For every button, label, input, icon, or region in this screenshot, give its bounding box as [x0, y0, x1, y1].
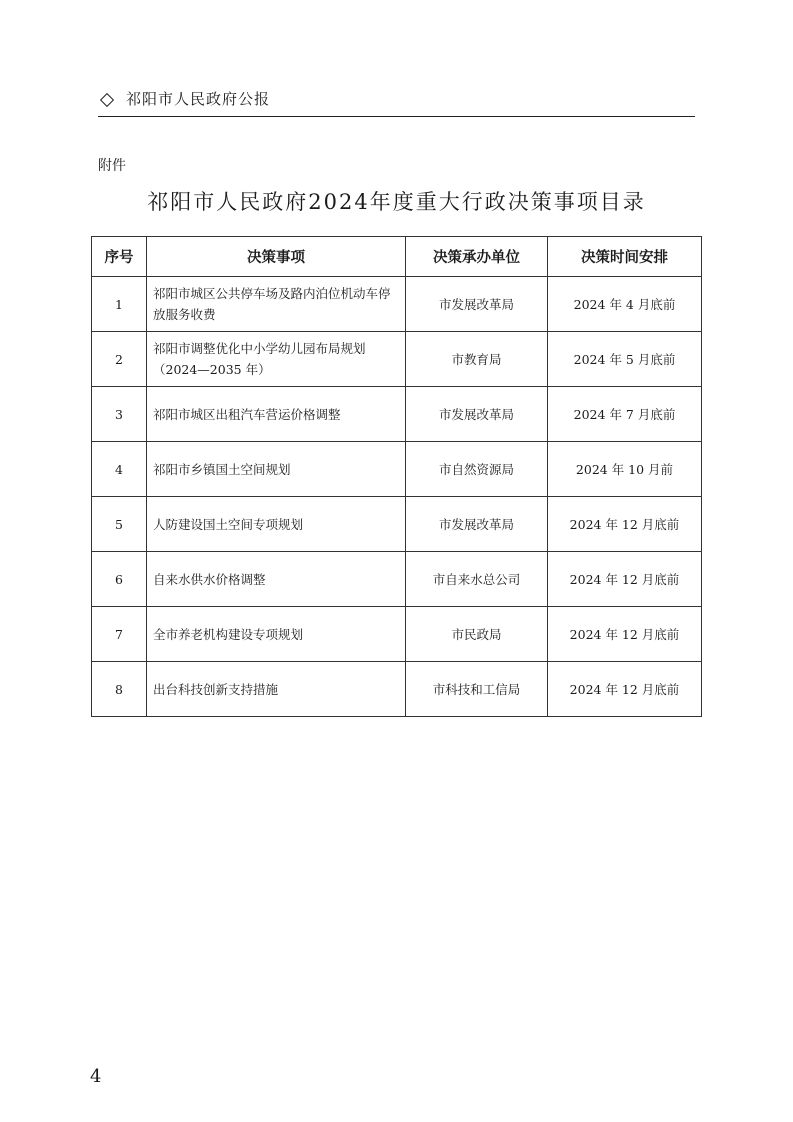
- table-row: [92, 387, 702, 442]
- row-number: 6: [92, 552, 147, 607]
- attachment-label: 附件: [98, 158, 126, 174]
- decision-item: 祁阳市调整优化中小学幼儿园布局规划（2024—2035 年）: [147, 332, 406, 387]
- column-header-no: 序号: [92, 237, 147, 277]
- decision-item: 祁阳市城区出租汽车营运价格调整: [147, 387, 406, 442]
- row-number: 2: [92, 332, 147, 387]
- table-header-row: [92, 237, 702, 277]
- responsible-unit: 市自来水总公司: [406, 552, 548, 607]
- time-schedule: 2024 年 4 月底前: [548, 277, 702, 332]
- page-number: 4: [90, 1066, 102, 1087]
- responsible-unit: 市科技和工信局: [406, 662, 548, 717]
- table-row: [92, 277, 702, 332]
- responsible-unit: 市教育局: [406, 332, 548, 387]
- row-number: 7: [92, 607, 147, 662]
- decision-item: 全市养老机构建设专项规划: [147, 607, 406, 662]
- table-row: [92, 442, 702, 497]
- time-schedule: 2024 年 12 月底前: [548, 607, 702, 662]
- time-schedule: 2024 年 12 月底前: [548, 552, 702, 607]
- decision-item: 出台科技创新支持措施: [147, 662, 406, 717]
- decision-item: 祁阳市城区公共停车场及路内泊位机动车停放服务收费: [147, 277, 406, 332]
- table-row: [92, 607, 702, 662]
- row-number: 4: [92, 442, 147, 497]
- responsible-unit: 市发展改革局: [406, 277, 548, 332]
- time-schedule: 2024 年 7 月底前: [548, 387, 702, 442]
- diamond-icon: [100, 93, 114, 107]
- column-header-time: 决策时间安排: [548, 237, 702, 277]
- responsible-unit: 市自然资源局: [406, 442, 548, 497]
- column-header-unit: 决策承办单位: [406, 237, 548, 277]
- header-title: 祁阳市人民政府公报: [126, 90, 271, 108]
- table-row: [92, 662, 702, 717]
- document-title: 祁阳市人民政府2024年度重大行政决策事项目录: [147, 190, 646, 214]
- row-number: 8: [92, 662, 147, 717]
- time-schedule: 2024 年 5 月底前: [548, 332, 702, 387]
- page-header: [98, 86, 695, 117]
- responsible-unit: 市民政局: [406, 607, 548, 662]
- table-row: [92, 552, 702, 607]
- time-schedule: 2024 年 10 月前: [548, 442, 702, 497]
- row-number: 5: [92, 497, 147, 552]
- time-schedule: 2024 年 12 月底前: [548, 662, 702, 717]
- row-number: 3: [92, 387, 147, 442]
- responsible-unit: 市发展改革局: [406, 387, 548, 442]
- decision-item: 人防建设国土空间专项规划: [147, 497, 406, 552]
- table-row: [92, 497, 702, 552]
- responsible-unit: 市发展改革局: [406, 497, 548, 552]
- decision-catalog-table: [91, 236, 702, 717]
- row-number: 1: [92, 277, 147, 332]
- table-row: [92, 332, 702, 387]
- time-schedule: 2024 年 12 月底前: [548, 497, 702, 552]
- decision-item: 自来水供水价格调整: [147, 552, 406, 607]
- column-header-item: 决策事项: [147, 237, 406, 277]
- decision-item: 祁阳市乡镇国土空间规划: [147, 442, 406, 497]
